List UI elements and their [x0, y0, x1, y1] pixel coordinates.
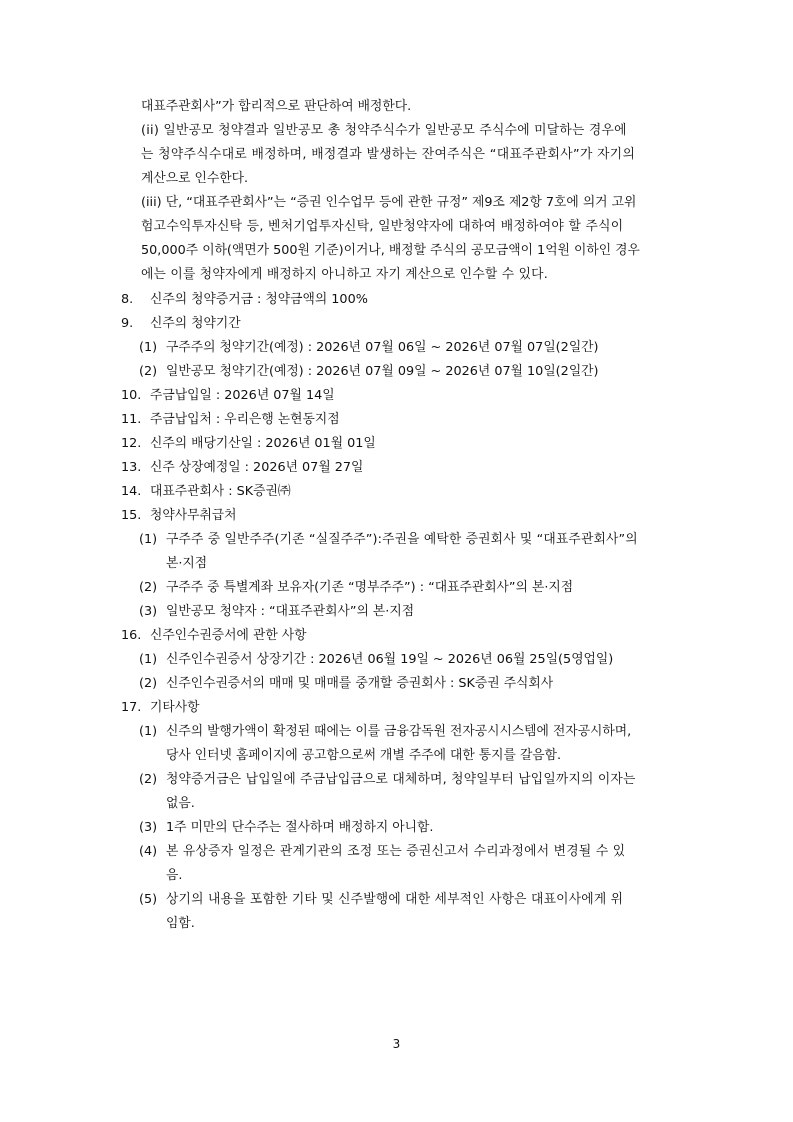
list-item: 신주의 배당기산일 : 2026년 01월 01일	[150, 436, 376, 451]
text-line: 50,000주 이하(액면가 500원 기준)이거나, 배정할 주식의 공모금액이 1억원 이하인 경우	[141, 243, 640, 258]
text-line: (iii) 단, “대표주관회사”는 “증권 인수업무 등에 관한 규정” 제9조 제2항 7호에 의거 고위	[141, 195, 637, 210]
list-item: 일반공모 청약기간(예정) : 2026년 07월 09일 ~ 2026년 07월 10일(2일간)	[166, 364, 599, 379]
list-item: 대표주관회사 : SK증권㈜	[150, 484, 291, 499]
list-marker: 14.	[121, 484, 142, 499]
list-item: 구주주의 청약기간(예정) : 2026년 07월 06일 ~ 2026년 07월 07일(2일간)	[166, 340, 599, 355]
list-marker: (2)	[139, 580, 158, 595]
list-marker: (3)	[139, 604, 158, 619]
list-marker: 13.	[121, 460, 142, 475]
list-item: 신주인수권증서의 매매 및 매매를 중개할 증권회사 : SK증권 주식회사	[166, 676, 554, 691]
text-line: 에는 이를 청약자에게 배정하지 아니하고 자기 계산으로 인수할 수 있다.	[141, 267, 548, 282]
list-item: 청약증거금은 납입일에 주금납입금으로 대체하며, 청약일부터 납입일까지의 이자는	[166, 772, 636, 787]
text-line: 계산으로 인수한다.	[141, 171, 249, 186]
list-item: 1주 미만의 단수주는 절사하며 배정하지 아니함.	[166, 820, 434, 835]
list-marker: 12.	[121, 436, 142, 451]
list-item: 신주인수권증서에 관한 사항	[150, 628, 307, 643]
list-marker: (5)	[139, 892, 158, 907]
list-marker: 10.	[121, 388, 142, 403]
list-marker: (1)	[139, 652, 158, 667]
text-line: 음.	[166, 868, 183, 883]
list-item: 구주주 중 일반주주(기존 “실질주주”):주권을 예탁한 증권회사 및 “대표주관회사”의	[166, 532, 638, 547]
list-marker: (4)	[139, 844, 158, 859]
list-marker: (1)	[139, 340, 158, 355]
page-number: 3	[392, 1037, 401, 1051]
text-line: 는 청약주식수대로 배정하며, 배정결과 발생하는 잔여주식은 “대표주관회사”가 자기의	[141, 147, 636, 162]
list-marker: 17.	[121, 700, 142, 715]
list-marker: 15.	[121, 508, 142, 523]
list-item: 일반공모 청약자 : “대표주관회사”의 본·지점	[166, 604, 415, 619]
text-line: 본·지점	[166, 556, 208, 571]
list-item: 주금납입일 : 2026년 07월 14일	[150, 388, 335, 403]
list-item: 구주주 중 특별계좌 보유자(기존 “명부주주”) : “대표주관회사”의 본·지점	[166, 580, 574, 595]
text-line: 험고수익투자신탁 등, 벤처기업투자신탁, 일반청약자에 대하여 배정하여야 할 주식이	[141, 219, 624, 234]
text-line: 임함.	[166, 916, 195, 931]
list-item: 기타사항	[150, 700, 200, 715]
list-item: 신주의 발행가액이 확정된 때에는 이를 금융감독원 전자공시시스템에 전자공시하며,	[166, 724, 632, 739]
text-line: 당사 인터넷 홈페이지에 공고함으로써 개별 주주에 대한 통지를 갈음함.	[166, 748, 562, 763]
list-marker: (1)	[139, 532, 158, 547]
text-line: (ii) 일반공모 청약결과 일반공모 총 청약주식수가 일반공모 주식수에 미달하는 경우에	[141, 123, 627, 138]
list-item: 본 유상증자 일정은 관계기관의 조정 또는 증권신고서 수리과정에서 변경될 수 있	[166, 844, 626, 859]
list-marker: 16.	[121, 628, 142, 643]
text-line: 대표주관회사”가 합리적으로 판단하여 배정한다.	[141, 99, 412, 114]
list-item: 상기의 내용을 포함한 기타 및 신주발행에 대한 세부적인 사항은 대표이사에게 위	[166, 892, 624, 907]
list-item: 신주의 청약기간	[150, 316, 241, 331]
list-item: 신주 상장예정일 : 2026년 07월 27일	[150, 460, 364, 475]
list-marker: (1)	[139, 724, 158, 739]
list-item: 신주인수권증서 상장기간 : 2026년 06월 19일 ~ 2026년 06월 25일(5영업일)	[166, 652, 614, 667]
list-item: 주금납입처 : 우리은행 논현동지점	[150, 412, 340, 427]
list-marker: 9.	[121, 316, 134, 331]
text-line: 없음.	[166, 796, 195, 811]
list-marker: (3)	[139, 820, 158, 835]
list-item: 청약사무취급처	[150, 508, 237, 523]
list-marker: 8.	[121, 292, 134, 307]
list-marker: (2)	[139, 676, 158, 691]
list-marker: 11.	[121, 412, 142, 427]
list-item: 신주의 청약증거금 : 청약금액의 100%	[150, 292, 368, 307]
list-marker: (2)	[139, 772, 158, 787]
list-marker: (2)	[139, 364, 158, 379]
